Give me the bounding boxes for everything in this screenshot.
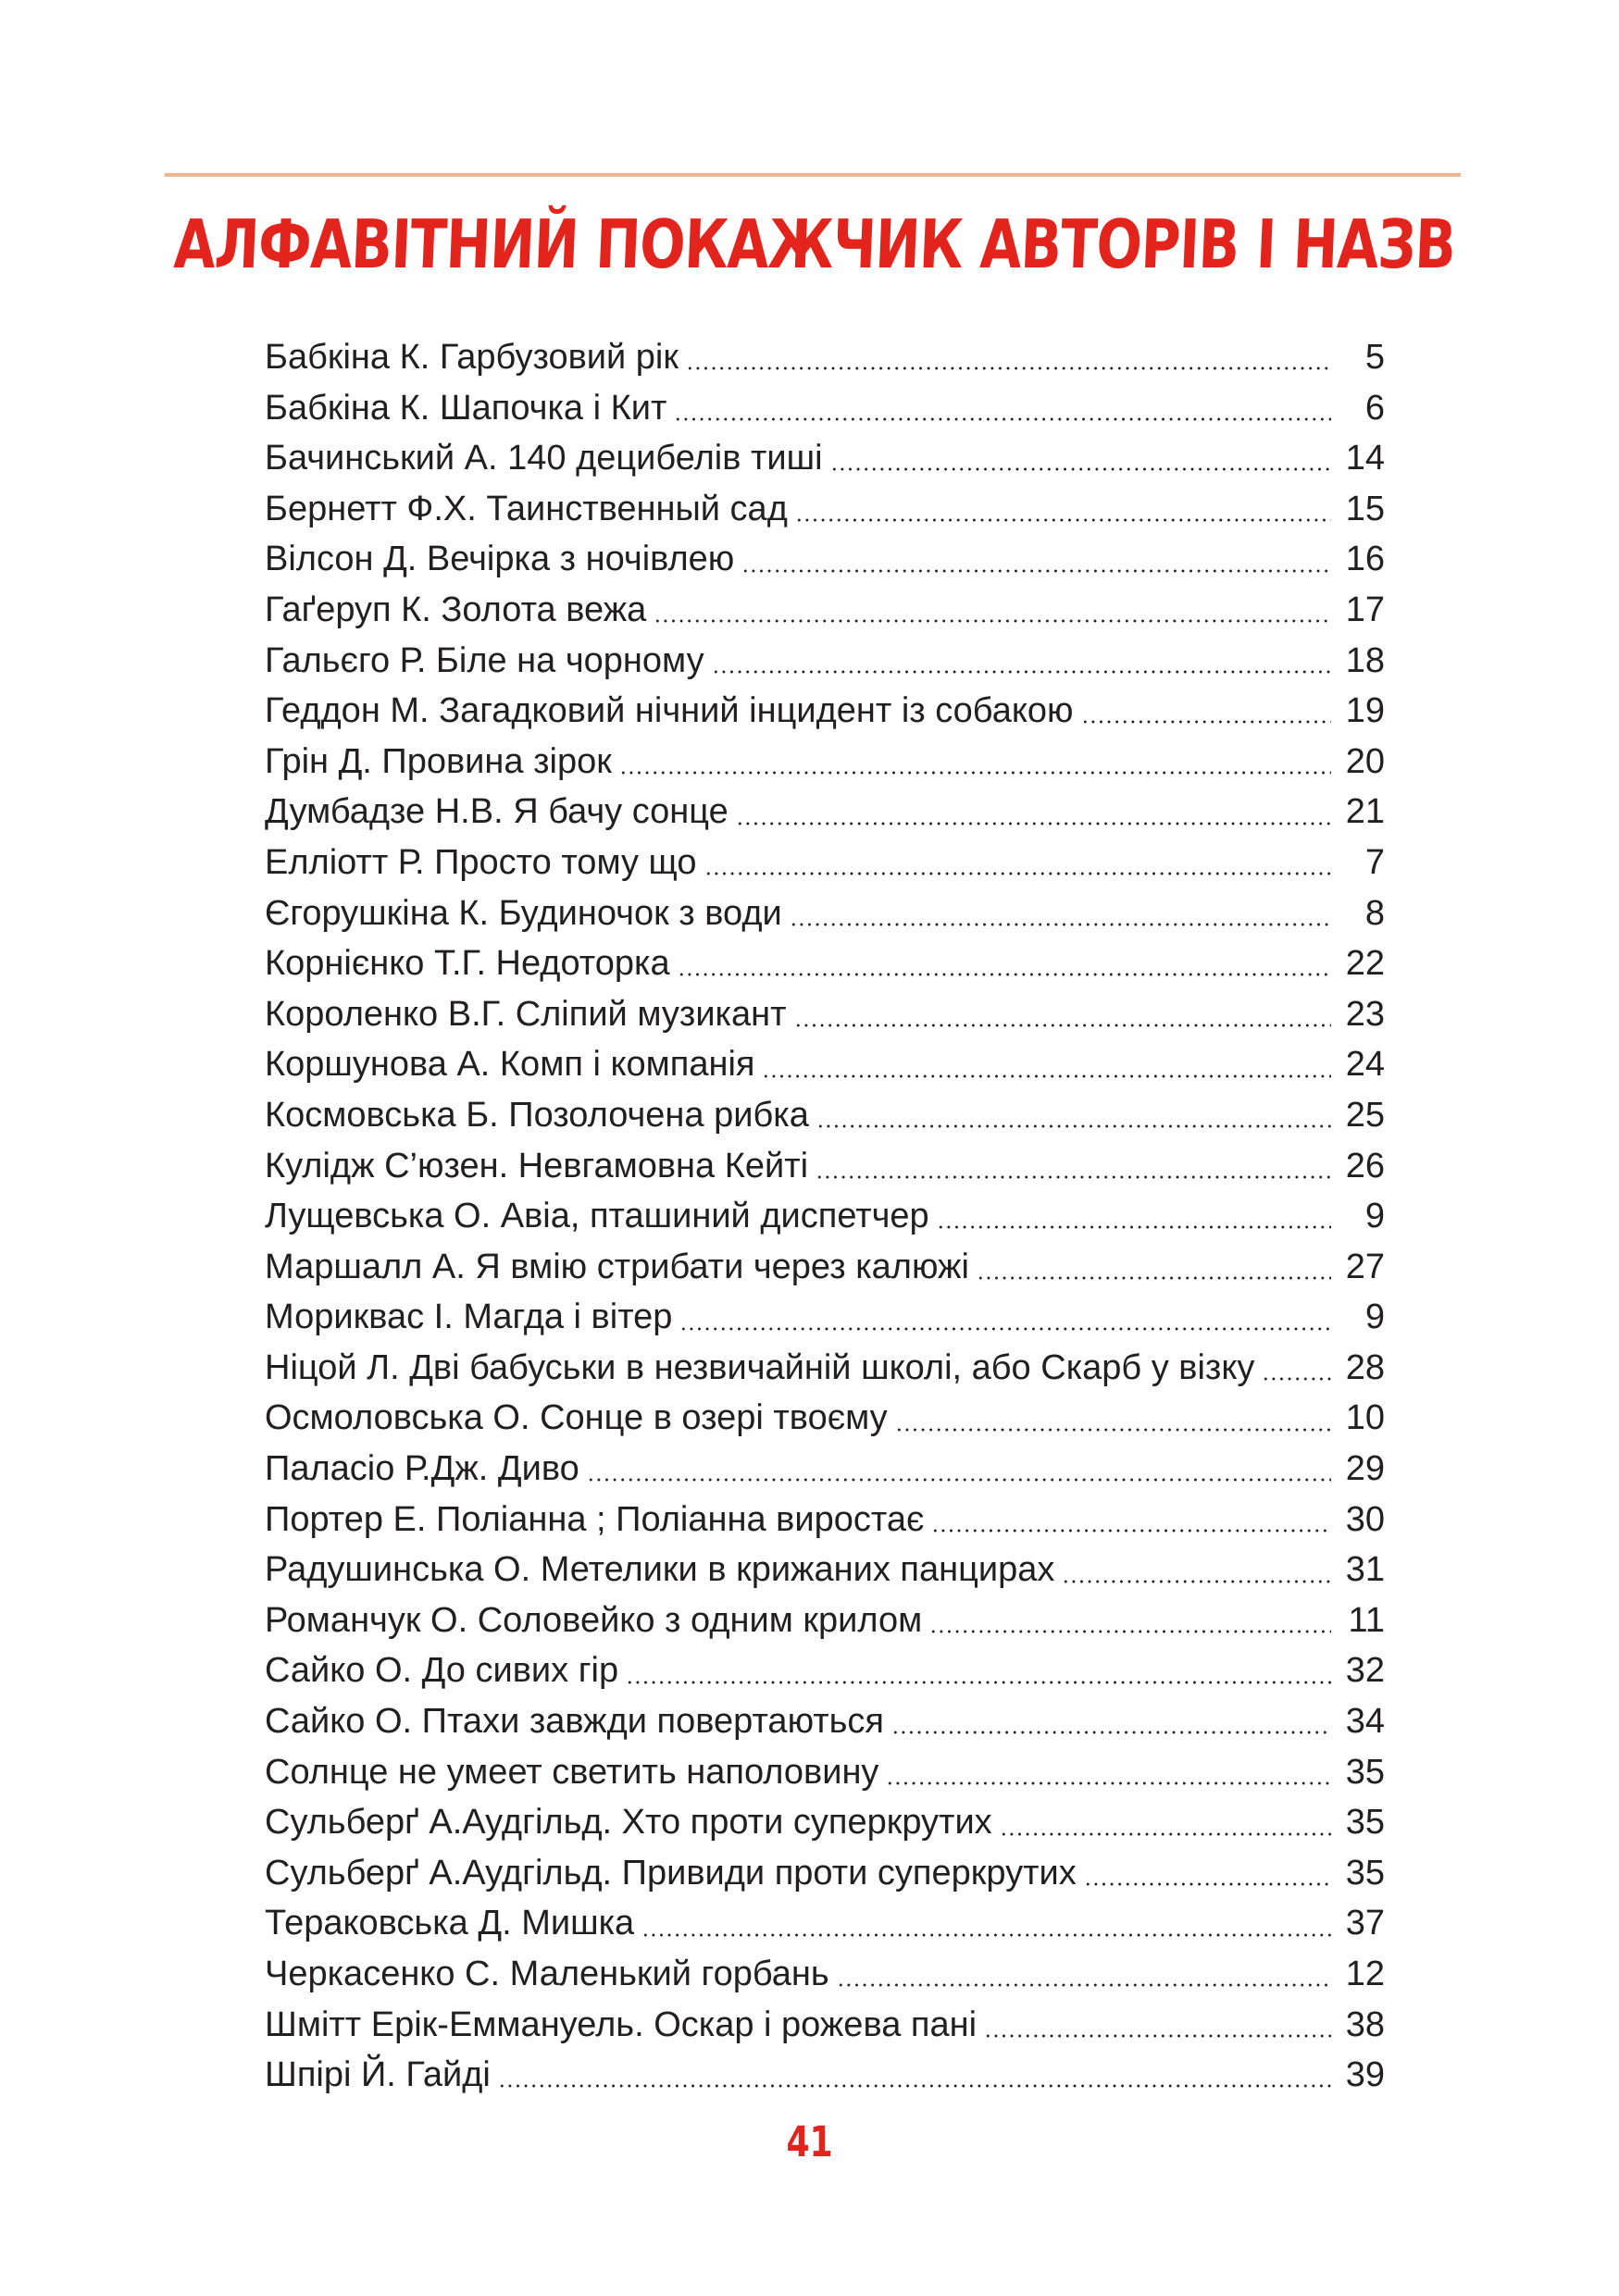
entry-title: Осмоловська О. Сонце в озері твоєму xyxy=(265,1398,888,1438)
entry-title: Сульберґ А.Аудгільд. Хто проти суперкрутих xyxy=(265,1803,992,1843)
index-list xyxy=(265,332,1385,2101)
entry-page-number: 39 xyxy=(1345,2055,1385,2095)
index-entry xyxy=(265,989,1385,1040)
entry-page-number: 6 xyxy=(1364,388,1385,428)
entry-title: Геддон М. Загадковий нічний інцидент із собакою xyxy=(265,691,1074,731)
dot-leader xyxy=(678,973,1331,976)
entry-page-number: 35 xyxy=(1345,1853,1385,1893)
index-entry xyxy=(265,1848,1385,1899)
dot-leader xyxy=(816,1124,1331,1128)
dot-leader xyxy=(498,2084,1331,2088)
entry-page-number: 31 xyxy=(1345,1550,1385,1590)
entry-page-number: 16 xyxy=(1345,540,1385,579)
entry-title: Гальєго Р. Біле на чорному xyxy=(265,640,704,680)
index-entry xyxy=(265,1545,1385,1595)
dot-leader xyxy=(762,1074,1331,1078)
index-entry xyxy=(265,1191,1385,1242)
entry-title: Шпірі Й. Гайді xyxy=(265,2055,491,2095)
entry-page-number: 22 xyxy=(1345,944,1385,984)
entry-title: Солнце не умеет светить наполовину xyxy=(265,1752,879,1792)
entry-title: Еллiотт Р. Просто тому що xyxy=(265,842,697,882)
entry-page-number: 17 xyxy=(1345,590,1385,629)
index-entry xyxy=(265,383,1385,434)
page-number: 41 xyxy=(786,2118,833,2167)
index-entry xyxy=(265,484,1385,535)
dot-leader xyxy=(712,670,1331,674)
index-entry xyxy=(265,1242,1385,1293)
entry-page-number: 26 xyxy=(1345,1146,1385,1185)
entry-page-number: 18 xyxy=(1345,640,1385,680)
entry-title: Радушинська О. Метелики в крижаних панцирах xyxy=(265,1550,1055,1590)
entry-page-number: 21 xyxy=(1345,792,1385,832)
index-entry xyxy=(265,1595,1385,1646)
index-entry xyxy=(265,1898,1385,1949)
dot-leader xyxy=(795,518,1331,522)
entry-page-number: 30 xyxy=(1345,1499,1385,1539)
dot-leader xyxy=(929,1630,1331,1633)
entry-page-number: 11 xyxy=(1348,1600,1385,1640)
dot-leader xyxy=(937,1225,1331,1229)
entry-page-number: 38 xyxy=(1345,2004,1385,2044)
entry-page-number: 8 xyxy=(1364,893,1385,933)
top-divider xyxy=(165,173,1461,177)
entry-title: Тераковська Д. Мишка xyxy=(265,1904,635,1943)
dot-leader xyxy=(1062,1580,1331,1583)
entry-page-number: 27 xyxy=(1345,1247,1385,1286)
dot-leader xyxy=(1084,1882,1331,1886)
dot-leader xyxy=(977,1276,1331,1280)
entry-title: Шмітт Ерік-Еммануель. Оскар і рожева пані xyxy=(265,2004,978,2044)
entry-page-number: 37 xyxy=(1345,1904,1385,1943)
entry-page-number: 35 xyxy=(1345,1752,1385,1792)
index-entry xyxy=(265,534,1385,585)
index-entry xyxy=(265,787,1385,838)
index-entry xyxy=(265,2000,1385,2051)
index-entry xyxy=(265,1645,1385,1696)
entry-title: Черкасенко С. Маленький горбань xyxy=(265,1955,829,1993)
index-entry xyxy=(265,1343,1385,1394)
entry-page-number: 24 xyxy=(1345,1045,1385,1085)
dot-leader xyxy=(790,923,1331,926)
index-entry xyxy=(265,1141,1385,1192)
dot-leader xyxy=(830,467,1331,471)
index-entry xyxy=(265,2050,1385,2101)
dot-leader xyxy=(704,872,1331,875)
entry-title: Романчук О. Соловейко з одним крилом xyxy=(265,1600,923,1640)
entry-title: Корнієнко Т.Г. Недоторка xyxy=(265,944,670,984)
entry-page-number: 5 xyxy=(1364,338,1385,377)
index-entry xyxy=(265,1393,1385,1444)
entry-page-number: 14 xyxy=(1345,439,1385,478)
index-entry xyxy=(265,1797,1385,1848)
dot-leader xyxy=(816,1175,1331,1179)
entry-page-number: 20 xyxy=(1345,741,1385,781)
dot-leader xyxy=(1081,720,1331,724)
dot-leader xyxy=(626,1681,1331,1684)
index-entry xyxy=(265,636,1385,687)
index-entry xyxy=(265,737,1385,788)
entry-title: Сульберґ А.Аудгільд. Привиди проти суперкрутих xyxy=(265,1853,1077,1893)
entry-title: Короленко В.Г. Сліпий музикант xyxy=(265,994,787,1034)
entry-page-number: 28 xyxy=(1345,1347,1385,1387)
entry-page-number: 34 xyxy=(1345,1702,1385,1742)
entry-title: Гаґеруп К. Золота вежа xyxy=(265,590,647,629)
entry-page-number: 35 xyxy=(1345,1803,1385,1843)
index-entry xyxy=(265,838,1385,888)
entry-page-number: 12 xyxy=(1345,1955,1385,1993)
index-entry xyxy=(265,1444,1385,1495)
dot-leader xyxy=(641,1933,1331,1937)
entry-title: Лущевська О. Авіа, пташиний диспетчер xyxy=(265,1197,929,1236)
entry-page-number: 29 xyxy=(1345,1449,1385,1489)
dot-leader xyxy=(741,569,1331,573)
entry-title: Маршалл А. Я вмію стрибати через калюжі xyxy=(265,1247,969,1286)
entry-title: Паласіо Р.Дж. Диво xyxy=(265,1449,579,1489)
entry-title: Портер Е. Поліанна ; Поліанна виростає xyxy=(265,1499,925,1539)
entry-title: Бабкіна К. Гарбузовий рік xyxy=(265,338,679,377)
dot-leader xyxy=(931,1529,1331,1533)
dot-leader xyxy=(619,771,1331,775)
dot-leader xyxy=(984,2034,1331,2038)
entry-title: Бачинський А. 140 децибелів тиші xyxy=(265,439,823,478)
entry-title: Думбадзе Н.В. Я бачу сонце xyxy=(265,792,729,832)
dot-leader xyxy=(674,417,1331,421)
entry-title: Бернетт Ф.Х. Таинственный сад xyxy=(265,489,788,528)
entry-page-number: 10 xyxy=(1345,1398,1385,1438)
dot-leader xyxy=(895,1428,1331,1432)
entry-page-number: 9 xyxy=(1364,1297,1385,1337)
dot-leader xyxy=(837,1983,1331,1987)
index-entry xyxy=(265,686,1385,737)
dot-leader xyxy=(1262,1377,1331,1381)
entry-page-number: 25 xyxy=(1345,1095,1385,1135)
dot-leader xyxy=(654,619,1331,623)
entry-title: Сайко О. Птахи завжди повертаються xyxy=(265,1702,885,1742)
index-entry xyxy=(265,1949,1385,2000)
index-entry xyxy=(265,585,1385,636)
entry-page-number: 15 xyxy=(1345,489,1385,528)
index-entry xyxy=(265,1696,1385,1747)
entry-title: Мориквас І. Магда і вітер xyxy=(265,1297,673,1337)
entry-page-number: 32 xyxy=(1345,1651,1385,1691)
dot-leader xyxy=(794,1024,1331,1027)
entry-title: Космовська Б. Позолочена рибка xyxy=(265,1095,809,1135)
index-entry xyxy=(265,1090,1385,1141)
dot-leader xyxy=(891,1731,1331,1734)
entry-page-number: 19 xyxy=(1345,691,1385,731)
entry-title: Сайко О. До сивих гір xyxy=(265,1651,619,1691)
entry-title: Вілсон Д. Вечірка з ночівлею xyxy=(265,540,735,579)
index-entry xyxy=(265,1292,1385,1343)
page-title: АЛФАВІТНИЙ ПОКАЖЧИК АВТОРІВ І НАЗВ xyxy=(172,205,1457,284)
entry-page-number: 7 xyxy=(1364,842,1385,882)
index-entry xyxy=(265,433,1385,484)
entry-title: Кулідж С’юзен. Невгамовна Кейті xyxy=(265,1146,809,1185)
entry-title: Грін Д. Провина зірок xyxy=(265,741,612,781)
dot-leader xyxy=(1000,1832,1331,1836)
index-entry xyxy=(265,1039,1385,1090)
entry-page-number: 23 xyxy=(1345,994,1385,1034)
dot-leader xyxy=(686,366,1331,370)
dot-leader xyxy=(679,1327,1331,1331)
entry-title: Єгорушкіна К. Будиночок з води xyxy=(265,893,782,933)
entry-title: Ніцой Л. Дві бабуськи в незвичайній школі, або Скарб у візку xyxy=(265,1347,1255,1387)
index-entry xyxy=(265,1747,1385,1798)
index-entry xyxy=(265,888,1385,939)
entry-title: Коршунова А. Комп і компанія xyxy=(265,1045,755,1085)
dot-leader xyxy=(587,1478,1331,1482)
index-entry xyxy=(265,938,1385,989)
dot-leader xyxy=(886,1781,1331,1785)
entry-title: Бабкіна К. Шапочка і Кит xyxy=(265,388,667,428)
index-entry xyxy=(265,1495,1385,1545)
entry-page-number: 9 xyxy=(1364,1197,1385,1236)
dot-leader xyxy=(736,822,1331,825)
index-entry xyxy=(265,332,1385,383)
